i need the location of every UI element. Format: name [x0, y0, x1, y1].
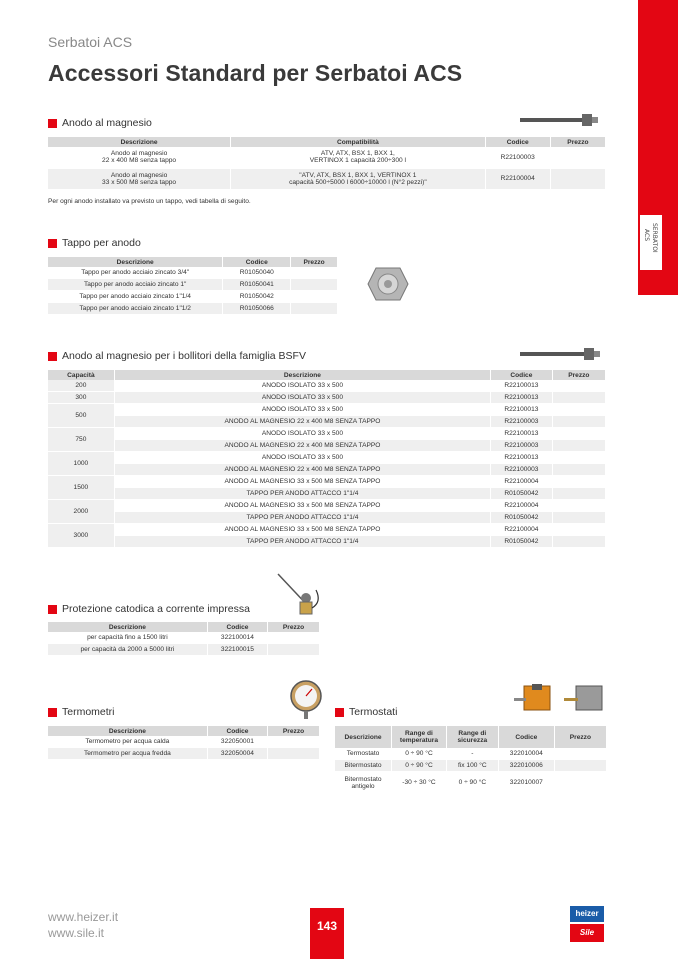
row-code: 322010007	[498, 772, 554, 794]
anodo-note: Per ogni anodo installato va previsto un tappo, vedi tabella di seguito.	[48, 198, 251, 205]
row-compat: ATV, ATX, BSX 1, BXX 1,	[320, 150, 395, 158]
capacity-cell: 500	[48, 404, 114, 428]
col-header: Prezzo	[268, 622, 320, 632]
row-price	[554, 772, 606, 794]
row-code: R22100013	[491, 428, 553, 440]
tappo-table	[48, 257, 338, 315]
tappo-plug-image	[366, 262, 410, 306]
row-code: R01050042	[491, 512, 553, 524]
row-desc: Bitermostato antigelo	[335, 772, 392, 794]
side-tab-line2: ACS	[643, 229, 650, 241]
table-row	[335, 760, 607, 772]
row-desc: 22 x 400 M8 senza tappo	[102, 157, 177, 165]
col-header: Prezzo	[550, 137, 605, 147]
row-code: R01050066	[223, 303, 291, 315]
row-desc: ANODO AL MAGNESIO 33 x 500 M8 SENZA TAPPO	[114, 524, 490, 536]
row-code: R22100003	[485, 147, 550, 168]
table-row	[48, 291, 338, 303]
section-protezione-label: Protezione catodica a corrente impressa	[62, 603, 250, 615]
footer-url-sile[interactable]: www.sile.it	[48, 926, 105, 940]
row-desc: ANODO ISOLATO 33 x 500	[114, 428, 490, 440]
col-header: Descrizione	[48, 726, 207, 736]
table-row	[48, 428, 606, 440]
col-header: Prezzo	[268, 726, 320, 736]
row-desc: TAPPO PER ANODO ATTACCO 1"1/4	[114, 536, 490, 548]
section-bsfv-title	[48, 350, 306, 362]
table-row	[48, 168, 606, 189]
row-desc: ANODO AL MAGNESIO 33 x 500 M8 SENZA TAPPO	[114, 476, 490, 488]
table-row	[48, 404, 606, 416]
table-row	[48, 748, 320, 760]
row-desc: Termometro per acqua fredda	[48, 748, 207, 760]
row-price	[268, 736, 320, 748]
col-header: Codice	[223, 257, 291, 267]
row-safety: -	[446, 748, 498, 760]
row-desc: TAPPO PER ANODO ATTACCO 1"1/4	[114, 512, 490, 524]
footer-url-heizer[interactable]: www.heizer.it	[48, 910, 119, 924]
row-code: R22100004	[485, 168, 550, 189]
red-square-icon	[335, 708, 344, 717]
row-desc: ANODO ISOLATO 33 x 500	[114, 404, 490, 416]
section-tappo-title	[48, 237, 141, 249]
row-desc: Tappo per anodo acciaio zincato 1"	[48, 279, 223, 291]
table-row	[48, 279, 338, 291]
row-code: R22100004	[491, 524, 553, 536]
row-compat: "ATV, ATX, BSX 1, BXX 1, VERTINOX 1	[299, 171, 417, 179]
side-tab-line1: SERBATOI	[651, 223, 658, 253]
row-desc: per capacità fino a 1500 litri	[48, 632, 207, 644]
table-row	[48, 736, 320, 748]
section-termometri-label: Termometri	[62, 706, 115, 718]
capacity-cell: 300	[48, 392, 114, 404]
row-price	[552, 428, 605, 440]
row-desc: ANODO AL MAGNESIO 22 x 400 M8 SENZA TAPPO	[114, 416, 490, 428]
table-row	[48, 476, 606, 488]
row-desc: ANODO AL MAGNESIO 33 x 500 M8 SENZA TAPPO	[114, 500, 490, 512]
section-termometri-title	[48, 706, 115, 718]
row-code: R01050041	[223, 279, 291, 291]
table-row	[335, 748, 607, 760]
col-header: Descrizione	[335, 726, 392, 748]
col-header: Codice	[207, 726, 267, 736]
table-row	[48, 303, 338, 315]
table-row	[48, 440, 606, 452]
capacity-cell: 3000	[48, 524, 114, 548]
row-safety: fix 100 °C	[446, 760, 498, 772]
bsfv-table	[48, 370, 606, 548]
table-row	[48, 452, 606, 464]
row-desc: Anodo al magnesio	[110, 171, 168, 179]
capacity-cell: 1000	[48, 452, 114, 476]
termometri-table	[48, 726, 320, 760]
row-code: 322010006	[498, 760, 554, 772]
termostati-table	[335, 726, 607, 794]
cathodic-protection-image	[276, 572, 324, 616]
capacity-cell: 1500	[48, 476, 114, 500]
col-header: Prezzo	[552, 370, 605, 380]
col-header: Descrizione	[114, 370, 490, 380]
table-row	[48, 500, 606, 512]
col-header: Descrizione	[48, 622, 207, 632]
red-square-icon	[48, 239, 57, 248]
table-row	[48, 147, 606, 168]
row-price	[550, 168, 605, 189]
row-desc: TAPPO PER ANODO ATTACCO 1"1/4	[114, 488, 490, 500]
heizer-logo: heizer	[570, 906, 604, 922]
row-desc: Tappo per anodo acciaio zincato 1"1/4	[48, 291, 223, 303]
capacity-cell: 200	[48, 380, 114, 392]
row-price	[552, 464, 605, 476]
col-header: Codice	[207, 622, 267, 632]
row-desc: Tappo per anodo acciaio zincato 3/4"	[48, 267, 223, 279]
row-range: 0 ÷ 90 °C	[392, 748, 447, 760]
row-desc: Termometro per acqua calda	[48, 736, 207, 748]
col-header: Descrizione	[48, 137, 231, 147]
table-row	[48, 380, 606, 392]
anodo-table	[48, 137, 606, 190]
table-row	[48, 632, 320, 644]
row-price	[552, 404, 605, 416]
section-anodo-label: Anodo al magnesio	[62, 117, 152, 129]
section-protezione-title	[48, 603, 250, 615]
section-bsfv-label: Anodo al magnesio per i bollitori della famiglia BSFV	[62, 350, 306, 362]
col-header: Codice	[498, 726, 554, 748]
category-label: Serbatoi ACS	[48, 34, 133, 50]
row-price	[552, 452, 605, 464]
side-tab	[640, 215, 662, 270]
row-price	[552, 440, 605, 452]
red-square-icon	[48, 708, 57, 717]
thermometer-image	[288, 680, 324, 720]
row-price	[268, 644, 320, 656]
capacity-cell: 2000	[48, 500, 114, 524]
table-row	[48, 536, 606, 548]
page-title: Accessori Standard per Serbatoi ACS	[48, 60, 463, 86]
anode-rod-image	[520, 346, 602, 362]
row-code: R01050042	[491, 536, 553, 548]
row-code: R01050042	[491, 488, 553, 500]
table-row	[48, 512, 606, 524]
col-header: Capacità	[48, 370, 114, 380]
row-code: R22100013	[491, 380, 553, 392]
col-header: Compatibilità	[231, 137, 485, 147]
row-price	[552, 416, 605, 428]
table-row	[48, 416, 606, 428]
row-code: 322100014	[207, 632, 267, 644]
row-code: R22100013	[491, 404, 553, 416]
row-price	[268, 748, 320, 760]
table-row	[48, 524, 606, 536]
row-desc: ANODO AL MAGNESIO 22 x 400 M8 SENZA TAPPO	[114, 464, 490, 476]
row-desc: Anodo al magnesio	[110, 150, 168, 158]
capacity-cell: 750	[48, 428, 114, 452]
row-price	[552, 500, 605, 512]
row-code: R22100003	[491, 416, 553, 428]
row-price	[291, 267, 338, 279]
row-desc: ANODO ISOLATO 33 x 500	[114, 380, 490, 392]
row-desc: ANODO ISOLATO 33 x 500	[114, 452, 490, 464]
row-compat: capacità 500÷5000 l 6000÷10000 l (N°2 pezzi)"	[289, 178, 427, 186]
row-range: 0 ÷ 90 °C	[392, 760, 447, 772]
row-price	[552, 392, 605, 404]
row-price	[268, 632, 320, 644]
row-desc: ANODO AL MAGNESIO 22 x 400 M8 SENZA TAPPO	[114, 440, 490, 452]
row-range: -30 ÷ 30 °C	[392, 772, 447, 794]
row-safety: 0 ÷ 90 °C	[446, 772, 498, 794]
row-price	[552, 380, 605, 392]
row-code: 322100015	[207, 644, 267, 656]
row-code: 322050001	[207, 736, 267, 748]
table-row	[48, 392, 606, 404]
row-code: R22100003	[491, 464, 553, 476]
row-price	[550, 147, 605, 168]
row-price	[291, 303, 338, 315]
table-row	[335, 772, 607, 794]
row-desc: per capacità da 2000 a 5000 litri	[48, 644, 207, 656]
col-header: Descrizione	[48, 257, 223, 267]
row-price	[552, 524, 605, 536]
col-header: Range di temperatura	[392, 726, 447, 748]
thermostat-image	[512, 680, 608, 720]
row-code: R22100013	[491, 452, 553, 464]
red-square-icon	[48, 352, 57, 361]
row-code: R22100013	[491, 392, 553, 404]
row-price	[552, 512, 605, 524]
section-anodo-title	[48, 117, 152, 129]
table-row	[48, 267, 338, 279]
table-row	[48, 488, 606, 500]
red-square-icon	[48, 119, 57, 128]
row-code: R22100003	[491, 440, 553, 452]
row-price	[291, 279, 338, 291]
row-price	[552, 476, 605, 488]
section-termostati-label: Termostati	[349, 706, 398, 718]
protezione-table	[48, 622, 320, 656]
section-tappo-label: Tappo per anodo	[62, 237, 141, 249]
row-code: 322010004	[498, 748, 554, 760]
section-termostati-title	[335, 706, 397, 718]
row-desc: Termostato	[335, 748, 392, 760]
table-row	[48, 644, 320, 656]
col-header: Codice	[491, 370, 553, 380]
col-header: Codice	[485, 137, 550, 147]
row-price	[552, 488, 605, 500]
table-row	[48, 464, 606, 476]
row-price	[554, 760, 606, 772]
col-header: Prezzo	[291, 257, 338, 267]
page-number: 143	[310, 908, 344, 959]
red-square-icon	[48, 605, 57, 614]
row-desc: ANODO ISOLATO 33 x 500	[114, 392, 490, 404]
row-code: 322050004	[207, 748, 267, 760]
row-code: R22100004	[491, 500, 553, 512]
row-desc: Bitermostato	[335, 760, 392, 772]
anode-rod-image	[520, 112, 600, 128]
row-price	[291, 291, 338, 303]
row-compat: VERTINOX 1 capacità 200÷300 l	[309, 157, 406, 165]
row-price	[554, 748, 606, 760]
row-desc: 33 x 500 M8 senza tappo	[102, 178, 177, 186]
row-code: R01050040	[223, 267, 291, 279]
row-code: R01050042	[223, 291, 291, 303]
col-header: Range di sicurezza	[446, 726, 498, 748]
col-header: Prezzo	[554, 726, 606, 748]
row-price	[552, 536, 605, 548]
sile-logo: Sile	[570, 924, 604, 942]
row-desc: Tappo per anodo acciaio zincato 1"1/2	[48, 303, 223, 315]
row-code: R22100004	[491, 476, 553, 488]
